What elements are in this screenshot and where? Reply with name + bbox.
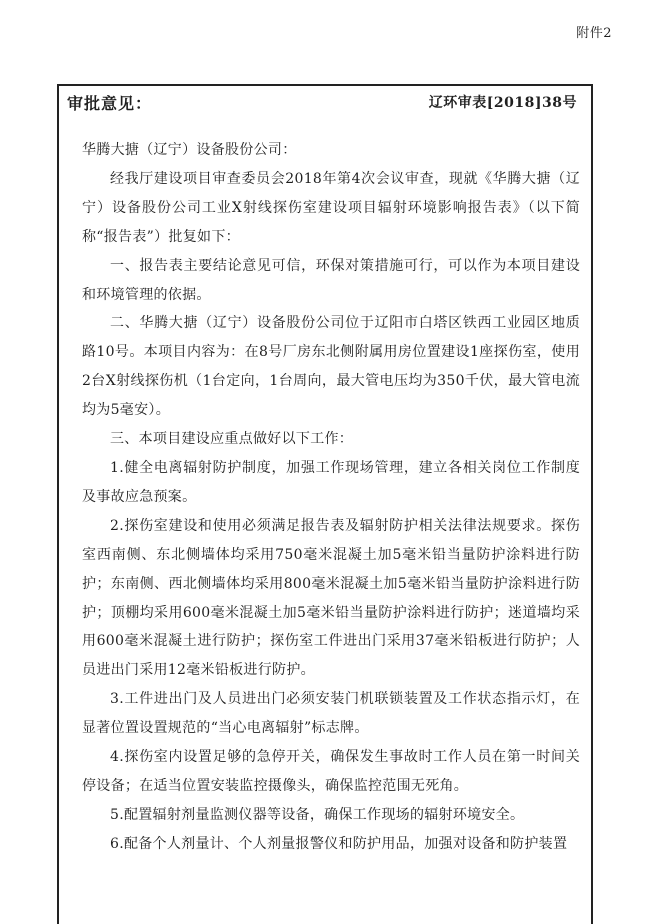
form-header [59, 86, 591, 122]
paragraph-item-4: 4.探伤室内设置足够的急停开关，确保发生事故时工作人员在第一时间关停设备；在适当位置安装监控摄像头，确保监控范围无死角。 [82, 749, 580, 794]
addressee: 华腾大搪（辽宁）设备股份公司： [82, 142, 297, 158]
paragraph-intro: 经我厅建设项目审查委员会2018年第4次会议审查，现就《华腾大搪（辽宁）设备股份公司工业X射线探伤室建设项目辐射环境影响报告表》（以下简称“报告表”）批复如下： [82, 170, 580, 245]
paragraph-conclusion: 一、报告表主要结论意见可信，环保对策措施可行，可以作为本项目建设和环境管理的依据。 [82, 257, 580, 303]
document-number: 辽环审表[2018]38号 [428, 95, 577, 111]
attachment-label: 附件2 [576, 26, 612, 41]
approval-content [82, 136, 580, 859]
paragraph-item-5: 5.配置辐射剂量监测仪器等设备，确保工作现场的辐射环境安全。 [110, 806, 525, 823]
approval-opinion-title: 审批意见： [67, 94, 153, 113]
paragraph-item-2: 2.探伤室建设和使用必须满足报告表及辐射防护相关法律法规要求。探伤室西南侧、东北侧墙体均采用750毫米混凝土加5毫米铅当量防护涂料进行防护；东南侧、西北侧墙体均采用800毫米混凝土加5毫米铅当量防护涂料进行防护；顶棚均采用600毫米混凝土加5毫米铅当量防护涂料进行防护；迷道墙均采用600毫米混凝土进行防护；探伤室工件进出门采用37毫米铅板进行防护；人员进出门采用12毫米铅板进行防护。 [82, 517, 580, 679]
approval-form [57, 84, 593, 924]
paragraph-requirements-heading: 三、本项目建设应重点做好以下工作： [110, 431, 354, 448]
paragraph-project-info: 二、华腾大搪（辽宁）设备股份公司位于辽阳市白塔区铁西工业园区地质路10号。本项目内容为：在8号厂房东北侧附属用房位置建设1座探伤室，使用2台X射线探伤机（1台定向，1台周向，最大管电压均为350千伏，最大管电流均为5毫安）。 [82, 315, 580, 419]
paragraph-item-1: 1.健全电离辐射防护制度，加强工作现场管理，建立各相关岗位工作制度及事故应急预案。 [82, 459, 580, 505]
paragraph-item-3: 3.工件进出门及人员进出门必须安装门机联锁装置及工作状态指示灯，在显著位置设置规范的“当心电离辐射”标志牌。 [82, 691, 580, 737]
paragraph-item-6: 6.配备个人剂量计、个人剂量报警仪和防护用品，加强对设备和防护装置 [110, 835, 568, 852]
